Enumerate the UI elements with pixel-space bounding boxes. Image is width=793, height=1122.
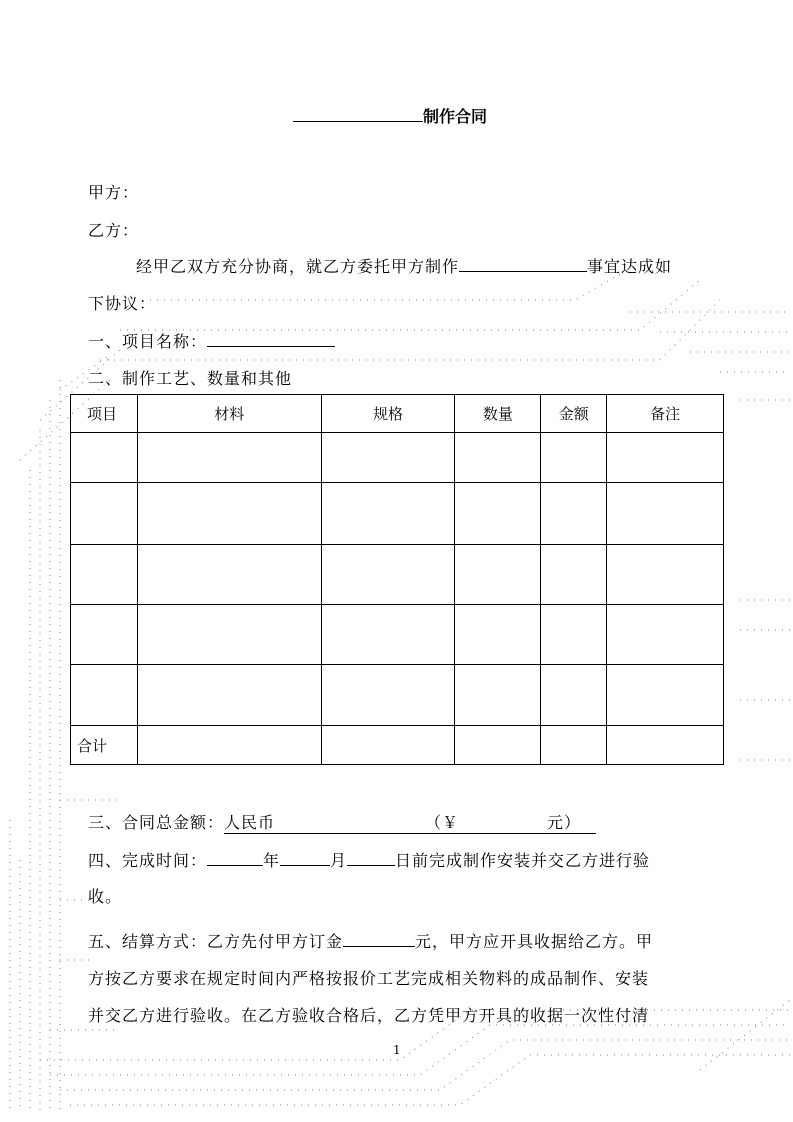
section-4-cont: 收。 [88, 887, 123, 906]
header-material: 材料 [137, 395, 321, 433]
item-blank [459, 255, 587, 272]
intro-line-1: 经甲乙双方充分协商，就乙方委托甲方制作 事宜达成如 [136, 257, 673, 276]
table-row [71, 483, 724, 545]
header-spec: 规格 [321, 395, 455, 433]
party-b-label: 乙方： [88, 221, 140, 240]
header-amount: 金额 [541, 395, 607, 433]
section-2: 二、制作工艺、数量和其他 [88, 369, 293, 388]
items-table [70, 394, 724, 765]
section-5-line-3: 并交乙方进行验收。在乙方验收合格后，乙方凭甲方开具的收据一次性付清 [88, 1006, 650, 1025]
intro-line-2: 下协议： [88, 294, 157, 313]
header-remark: 备注 [607, 395, 724, 433]
table-row [71, 433, 724, 483]
table-row [71, 545, 724, 605]
table-row [71, 605, 724, 665]
section-3: 三、合同总金额：人民币 （￥ 元） [88, 810, 596, 834]
table-row [71, 665, 724, 726]
table-total-row [71, 726, 724, 765]
page-number: 1 [393, 1043, 401, 1057]
table-header-row [71, 395, 724, 433]
header-item: 项目 [71, 395, 138, 433]
title-blank [293, 103, 423, 122]
party-a-label: 甲方： [88, 183, 140, 202]
page-title: 制作合同 [293, 103, 487, 127]
deposit-blank [343, 930, 415, 947]
section-5-line-1: 五、结算方式：乙方先付甲方订金 元，甲方应开具收据给乙方。甲 [88, 932, 654, 951]
section-5-line-2: 方按乙方要求在规定时间内严格按报价工艺完成相关物料的成品制作、安装 [88, 969, 650, 988]
section-4: 四、完成时间： 年 月 日前完成制作安装并交乙方进行验 [88, 851, 651, 870]
section-1: 一、项目名称： [88, 329, 335, 352]
total-amount-field: 人民币 （￥ 元） [224, 810, 596, 834]
day-blank [347, 849, 395, 866]
month-blank [280, 849, 330, 866]
project-name-blank [207, 330, 335, 347]
total-label: 合计 [71, 726, 138, 765]
header-quantity: 数量 [455, 395, 541, 433]
year-blank [207, 849, 263, 866]
